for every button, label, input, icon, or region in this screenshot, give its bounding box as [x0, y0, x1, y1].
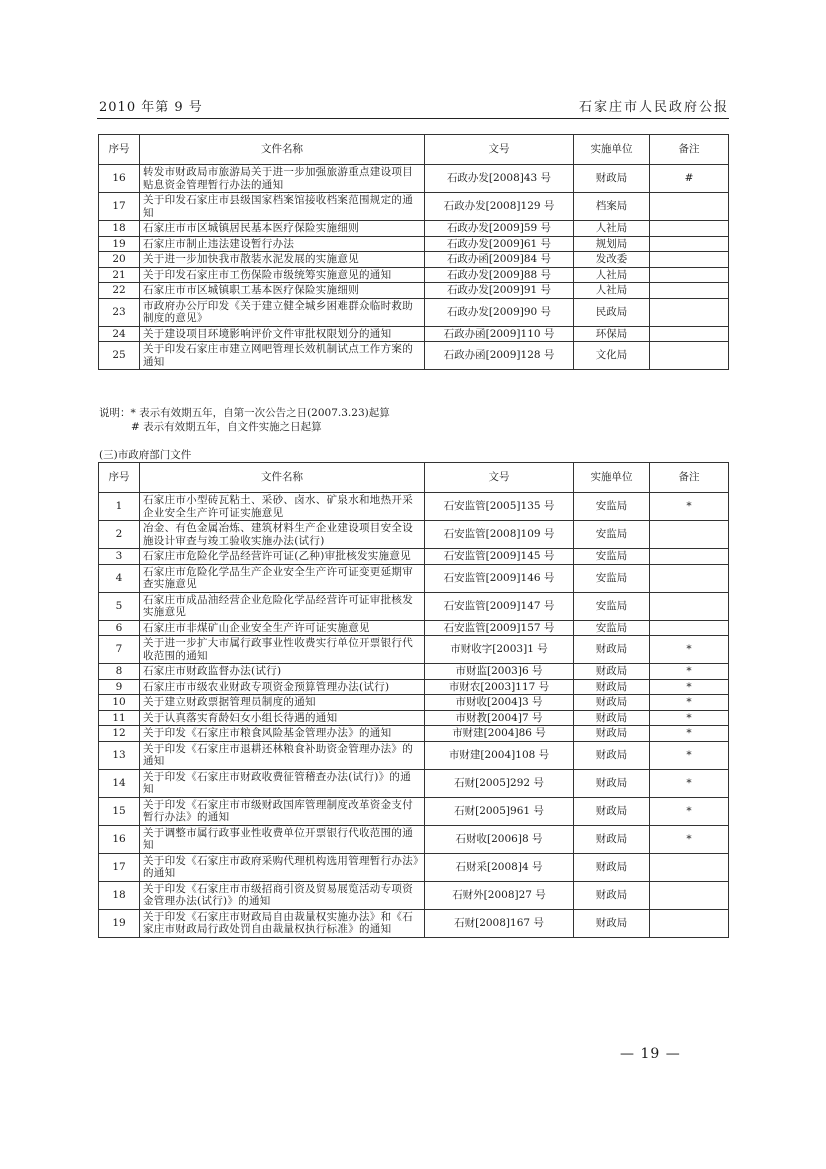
row-seq: 17 [99, 193, 140, 221]
table-row [99, 695, 729, 711]
row-note [650, 193, 729, 221]
row-name: 石家庄市财政监督办法(试行) [140, 664, 425, 680]
table-row [99, 726, 729, 742]
row-unit: 财政局 [574, 881, 650, 909]
table-row [99, 193, 729, 221]
row-seq: 17 [99, 853, 140, 881]
row-unit: 财政局 [574, 769, 650, 797]
row-unit: 财政局 [574, 909, 650, 937]
row-name: 关于印发《石家庄市财政局自由裁量权实施办法》和《石家庄市财政局行政处罚自由裁量权执行标准》的通知 [140, 909, 425, 937]
row-note [650, 620, 729, 636]
row-doc-number: 石安监管[2009]146 号 [425, 564, 574, 592]
col-doc: 文号 [425, 135, 574, 165]
row-note: * [650, 825, 729, 853]
row-note [650, 267, 729, 283]
row-seq: 4 [99, 564, 140, 592]
table-row [99, 909, 729, 937]
row-doc-number: 市财建[2004]108 号 [425, 741, 574, 769]
row-name: 关于调整市属行政事业性收费单位开票银行代收范围的通知 [140, 825, 425, 853]
row-name: 石家庄市小型砖瓦粘土、采砂、卤水、矿泉水和地热开采企业安全生产许可证实施意见 [140, 493, 425, 521]
row-unit: 财政局 [574, 726, 650, 742]
row-seq: 11 [99, 710, 140, 726]
row-doc-number: 石政办发[2009]59 号 [425, 221, 574, 237]
row-seq: 6 [99, 620, 140, 636]
row-seq: 18 [99, 221, 140, 237]
row-name: 市政府办公厅印发《关于建立健全城乡困难群众临时救助制度的意见》 [140, 298, 425, 326]
row-unit: 财政局 [574, 741, 650, 769]
row-doc-number: 市财收字[2003]1 号 [425, 636, 574, 664]
table-row [99, 710, 729, 726]
row-doc-number: 石安监管[2008]109 号 [425, 521, 574, 549]
row-doc-number: 石政办发[2009]61 号 [425, 236, 574, 252]
table-row [99, 326, 729, 342]
row-seq: 16 [99, 165, 140, 193]
row-doc-number: 石财外[2008]27 号 [425, 881, 574, 909]
row-seq: 1 [99, 493, 140, 521]
row-name: 石家庄市制止违法建设暂行办法 [140, 236, 425, 252]
col-note: 备注 [650, 135, 729, 165]
table-row [99, 825, 729, 853]
row-seq: 19 [99, 909, 140, 937]
section-title: (三)市政府部门文件 [99, 449, 192, 461]
table-row [99, 342, 729, 370]
table-row [99, 620, 729, 636]
row-seq: 14 [99, 769, 140, 797]
table-row [99, 769, 729, 797]
note-line-2: # 表示有效期五年，自文件实施之日起算 [131, 421, 322, 433]
table-row [99, 853, 729, 881]
row-name: 转发市财政局市旅游局关于进一步加强旅游重点建设项目贴息资金管理暂行办法的通知 [140, 165, 425, 193]
row-seq: 3 [99, 549, 140, 565]
row-unit: 财政局 [574, 710, 650, 726]
row-doc-number: 石财[2005]292 号 [425, 769, 574, 797]
row-name: 关于建设项目环境影响评价文件审批权限划分的通知 [140, 326, 425, 342]
row-name: 关于印发《石家庄市财政收费征管稽查办法(试行)》的通知 [140, 769, 425, 797]
row-unit: 财政局 [574, 695, 650, 711]
row-name: 关于印发《石家庄市市级财政国库管理制度改革资金支付暂行办法》的通知 [140, 797, 425, 825]
row-unit: 安监局 [574, 549, 650, 565]
row-doc-number: 市财监[2003]6 号 [425, 664, 574, 680]
row-note: * [650, 493, 729, 521]
row-note [650, 221, 729, 237]
row-doc-number: 石政办发[2009]88 号 [425, 267, 574, 283]
table-row [99, 564, 729, 592]
page-header [97, 96, 729, 119]
row-seq: 8 [99, 664, 140, 680]
row-note [650, 549, 729, 565]
row-unit: 安监局 [574, 521, 650, 549]
row-seq: 25 [99, 342, 140, 370]
col-unit: 实施单位 [574, 135, 650, 165]
row-unit: 安监局 [574, 620, 650, 636]
table-row [99, 267, 729, 283]
row-name: 关于进一步加快我市散装水泥发展的实施意见 [140, 252, 425, 268]
row-name: 关于印发石家庄市工伤保险市级统筹实施意见的通知 [140, 267, 425, 283]
row-unit: 财政局 [574, 636, 650, 664]
row-unit: 财政局 [574, 853, 650, 881]
row-doc-number: 市财教[2004]7 号 [425, 710, 574, 726]
row-doc-number: 石安监管[2009]145 号 [425, 549, 574, 565]
row-note: * [650, 636, 729, 664]
row-unit: 人社局 [574, 267, 650, 283]
row-note: * [650, 797, 729, 825]
col-seq: 序号 [99, 463, 140, 493]
table-row [99, 521, 729, 549]
row-seq: 10 [99, 695, 140, 711]
row-doc-number: 石政办发[2009]90 号 [425, 298, 574, 326]
row-name: 石家庄市成品油经营企业危险化学品经营许可证审批核发实施意见 [140, 592, 425, 620]
table-row [99, 252, 729, 268]
row-doc-number: 石安监管[2009]147 号 [425, 592, 574, 620]
row-seq: 22 [99, 283, 140, 299]
row-note: * [650, 664, 729, 680]
row-note [650, 252, 729, 268]
row-name: 关于印发石家庄市建立网吧管理长效机制试点工作方案的通知 [140, 342, 425, 370]
row-unit: 发改委 [574, 252, 650, 268]
row-name: 石家庄市市区城镇居民基本医疗保险实施细则 [140, 221, 425, 237]
row-seq: 23 [99, 298, 140, 326]
row-name: 石家庄市非煤矿山企业安全生产许可证实施意见 [140, 620, 425, 636]
table-row [99, 797, 729, 825]
row-seq: 5 [99, 592, 140, 620]
row-unit: 财政局 [574, 664, 650, 680]
col-name: 文件名称 [140, 463, 425, 493]
page-number: — 19 — [620, 1046, 681, 1062]
row-name: 关于印发《石家庄市退耕还林粮食补助资金管理办法》的通知 [140, 741, 425, 769]
row-note [650, 881, 729, 909]
row-seq: 15 [99, 797, 140, 825]
row-doc-number: 石政办发[2009]91 号 [425, 283, 574, 299]
row-seq: 9 [99, 679, 140, 695]
table-row [99, 549, 729, 565]
row-note [650, 564, 729, 592]
row-unit: 财政局 [574, 797, 650, 825]
table-row [99, 221, 729, 237]
row-unit: 民政局 [574, 298, 650, 326]
row-doc-number: 石财[2008]167 号 [425, 909, 574, 937]
row-name: 关于印发《石家庄市市级招商引资及贸易展览活动专项资金管理办法(试行)》的通知 [140, 881, 425, 909]
row-unit: 财政局 [574, 165, 650, 193]
table-row [99, 236, 729, 252]
row-note: * [650, 726, 729, 742]
row-note [650, 853, 729, 881]
col-unit: 实施单位 [574, 463, 650, 493]
row-seq: 13 [99, 741, 140, 769]
table-row [99, 493, 729, 521]
row-note [650, 236, 729, 252]
row-name: 关于印发《石家庄市粮食风险基金管理办法》的通知 [140, 726, 425, 742]
row-doc-number: 石财收[2006]8 号 [425, 825, 574, 853]
row-unit: 安监局 [574, 592, 650, 620]
row-name: 关于建立财政票据管理员制度的通知 [140, 695, 425, 711]
table-header-row [99, 135, 729, 165]
row-note: * [650, 679, 729, 695]
col-seq: 序号 [99, 135, 140, 165]
row-note [650, 283, 729, 299]
table-row [99, 298, 729, 326]
row-seq: 24 [99, 326, 140, 342]
row-unit: 档案局 [574, 193, 650, 221]
table-header-row [99, 463, 729, 493]
row-seq: 20 [99, 252, 140, 268]
row-name: 关于印发石家庄市县级国家档案馆接收档案范围规定的通知 [140, 193, 425, 221]
table-row [99, 592, 729, 620]
row-seq: 2 [99, 521, 140, 549]
row-unit: 财政局 [574, 825, 650, 853]
row-note [650, 298, 729, 326]
table-row [99, 679, 729, 695]
row-doc-number: 石政办函[2009]128 号 [425, 342, 574, 370]
note-line-1: 说明：* 表示有效期五年，自第一次公告之日(2007.3.23)起算 [99, 407, 390, 419]
table-row [99, 636, 729, 664]
row-name: 石家庄市危险化学品生产企业安全生产许可证变更延期审查实施意见 [140, 564, 425, 592]
table-row [99, 881, 729, 909]
document-table-1 [98, 134, 729, 370]
row-doc-number: 石政办函[2009]110 号 [425, 326, 574, 342]
row-doc-number: 石安监管[2005]135 号 [425, 493, 574, 521]
row-name: 石家庄市危险化学品经营许可证(乙种)审批核发实施意见 [140, 549, 425, 565]
row-unit: 文化局 [574, 342, 650, 370]
row-note: * [650, 695, 729, 711]
row-note: * [650, 741, 729, 769]
row-unit: 安监局 [574, 493, 650, 521]
row-unit: 安监局 [574, 564, 650, 592]
row-doc-number: 石财采[2008]4 号 [425, 853, 574, 881]
col-note: 备注 [650, 463, 729, 493]
row-seq: 18 [99, 881, 140, 909]
row-name: 冶金、有色金属冶炼、建筑材料生产企业建设项目安全设施设计审查与竣工验收实施办法(试行) [140, 521, 425, 549]
row-seq: 21 [99, 267, 140, 283]
row-name: 关于进一步扩大市属行政事业性收费实行单位开票银行代收范围的通知 [140, 636, 425, 664]
row-note [650, 592, 729, 620]
row-name: 关于印发《石家庄市政府采购代理机构选用管理暂行办法》的通知 [140, 853, 425, 881]
row-note [650, 909, 729, 937]
row-unit: 环保局 [574, 326, 650, 342]
row-doc-number: 石政办发[2008]43 号 [425, 165, 574, 193]
row-unit: 规划局 [574, 236, 650, 252]
row-seq: 19 [99, 236, 140, 252]
table-row [99, 664, 729, 680]
row-doc-number: 石安监管[2009]157 号 [425, 620, 574, 636]
publication-title: 石家庄市人民政府公报 [578, 100, 729, 115]
document-table-2 [98, 462, 729, 938]
row-note [650, 521, 729, 549]
row-seq: 12 [99, 726, 140, 742]
row-doc-number: 石政办函[2009]84 号 [425, 252, 574, 268]
issue-label: 2010 年第 9 号 [99, 100, 203, 115]
row-seq: 7 [99, 636, 140, 664]
row-note [650, 342, 729, 370]
row-doc-number: 石政办发[2008]129 号 [425, 193, 574, 221]
row-name: 关于认真落实育龄妇女小组长待遇的通知 [140, 710, 425, 726]
row-note: # [650, 165, 729, 193]
row-seq: 16 [99, 825, 140, 853]
row-unit: 人社局 [574, 283, 650, 299]
row-note [650, 326, 729, 342]
row-doc-number: 石财[2005]961 号 [425, 797, 574, 825]
row-unit: 财政局 [574, 679, 650, 695]
row-doc-number: 市财收[2004]3 号 [425, 695, 574, 711]
row-note: * [650, 710, 729, 726]
table-row [99, 741, 729, 769]
col-doc: 文号 [425, 463, 574, 493]
row-note: * [650, 769, 729, 797]
row-unit: 人社局 [574, 221, 650, 237]
table-row [99, 165, 729, 193]
row-name: 石家庄市市区城镇职工基本医疗保险实施细则 [140, 283, 425, 299]
table-row [99, 283, 729, 299]
col-name: 文件名称 [140, 135, 425, 165]
row-doc-number: 市财农[2003]117 号 [425, 679, 574, 695]
row-name: 石家庄市市级农业财政专项资金预算管理办法(试行) [140, 679, 425, 695]
row-doc-number: 市财建[2004]86 号 [425, 726, 574, 742]
